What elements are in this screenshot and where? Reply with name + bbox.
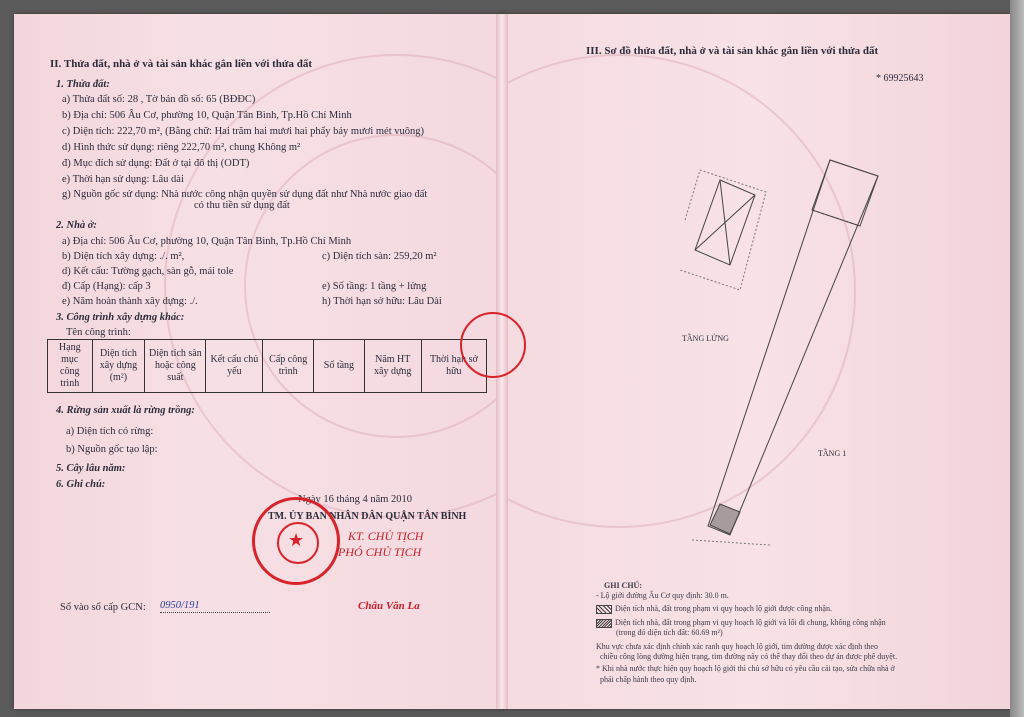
house-heading: 2. Nhà ở:: [56, 220, 97, 231]
house-build-area: b) Diện tích xây dựng: ./. m²,: [62, 251, 185, 262]
forest-heading: 4. Rừng sản xuất là rừng trồng:: [56, 405, 195, 416]
cross-hatch-swatch: [596, 619, 612, 628]
table-header: Diện tích xây dựng (m²): [92, 340, 145, 393]
legend-item: Diện tích nhà, đất trong phạm vi quy hoạch lộ giới được công nhận.: [596, 604, 832, 614]
floor-label-mezzanine: TẦNG LỬNG: [682, 334, 729, 343]
land-origin-cont: có thu tiền sử dụng đất: [194, 200, 290, 211]
signer-title-2: PHÓ CHỦ TỊCH: [338, 545, 422, 559]
legend-item: Diện tích nhà, đất trong phạm vi quy hoạch lộ giới và lối đi chung, không công nhận: [596, 618, 886, 628]
legend-item: Khu vực chưa xác định chính xác ranh quy hoạch lộ giới, tim đường được xác định theo: [596, 642, 878, 651]
other-construction-heading: 3. Công trình xây dựng khác:: [56, 312, 185, 323]
house-structure: d) Kết cấu: Tường gạch, sàn gỗ, mái tole: [62, 266, 234, 277]
table-header: Hạng mục công trình: [48, 340, 93, 393]
site-plan-diagram: [670, 140, 910, 560]
book-number-label: Sổ vào sổ cấp GCN:: [60, 602, 146, 613]
legend-item: (trong đó diện tích đất: 60.69 m²): [616, 628, 723, 637]
land-use-term: e) Thời hạn sử dụng: Lâu dài: [62, 174, 184, 185]
construction-name-label: Tên công trình:: [66, 327, 131, 338]
construction-table: [47, 339, 487, 393]
signer-name: Châu Văn La: [358, 600, 420, 612]
house-address: a) Địa chỉ: 506 Âu Cơ, phường 10, Quận Tân Bình, Tp.Hồ Chí Minh: [62, 236, 352, 247]
land-plot-number: a) Thửa đất số: 28 , Tờ bản đồ số: 65 (BĐĐC): [62, 94, 256, 105]
house-floor-area: c) Diện tích sàn: 259,20 m²: [322, 251, 437, 262]
house-completion-year: e) Năm hoàn thành xây dựng: ./.: [62, 296, 198, 307]
legend-title: GHI CHÚ:: [604, 581, 642, 590]
table-header: Thời hạn sở hữu: [421, 340, 486, 393]
land-use-form: d) Hình thức sử dụng: riêng 222,70 m², chung Không m²: [62, 142, 301, 153]
background-edge-right: [1010, 0, 1024, 717]
house-grade: đ) Cấp (Hạng): cấp 3: [62, 281, 151, 292]
section-3-title: III. Sơ đồ thửa đất, nhà ở và tài sản khác gắn liền với thửa đất: [586, 45, 879, 57]
notes-heading: 6. Ghi chú:: [56, 479, 106, 490]
table-header: Cấp công trình: [263, 340, 314, 393]
official-red-seal: ★: [252, 497, 340, 585]
issue-date: Ngày 16 tháng 4 năm 2010: [298, 494, 413, 505]
legend-item: - Lộ giới đường Âu Cơ quy định: 30.0 m.: [596, 591, 729, 600]
forest-origin: b) Nguồn gốc tạo lập:: [66, 444, 158, 455]
table-header: Năm HT xây dựng: [364, 340, 421, 393]
house-floors: e) Số tầng: 1 tầng + lửng: [322, 281, 427, 292]
legend-item: phải chấp hành theo quy định.: [600, 675, 697, 684]
table-header: Diện tích sàn hoặc công suất: [145, 340, 206, 393]
floor-label-ground: TẦNG 1: [818, 449, 847, 458]
land-heading: 1. Thửa đất:: [56, 79, 110, 90]
land-origin: g) Nguồn gốc sử dụng: Nhà nước công nhận quyền sử dụng đất như Nhà nước giao đất: [62, 189, 428, 200]
forest-area: a) Diện tích có rừng:: [66, 426, 154, 437]
book-number-value: 0950/191: [160, 600, 270, 613]
serial-number: * 69925643: [876, 73, 924, 84]
land-area: c) Diện tích: 222,70 m², (Bằng chữ: Hai trăm hai mươi hai phẩy bảy mươi mét vuông): [62, 126, 424, 137]
land-use-purpose: đ) Mục đích sử dụng: Đất ở tại đô thị (ODT): [62, 158, 250, 169]
table-header: Kết cấu chủ yếu: [206, 340, 263, 393]
issuing-committee: TM. ỦY BAN NHÂN DÂN QUẬN TÂN BÌNH: [268, 511, 467, 522]
section-2-title: II. Thửa đất, nhà ở và tài sản khác gắn liền với thửa đất: [50, 58, 313, 70]
legend-item: chiều công lòng đường hiện trạng, tim đường này có thể thay đổi theo dự án được phê duyệt.: [600, 652, 898, 661]
overlap-seal: [460, 312, 526, 378]
house-ownership-term: h) Thời hạn sở hữu: Lâu Dài: [322, 296, 442, 307]
perennial-heading: 5. Cây lâu năm:: [56, 463, 126, 474]
legend-item: * Khi nhà nước thực hiện quy hoạch lộ giới thì chủ sở hữu có yêu cầu cải tạo, sửa chữa nhà ở: [596, 664, 895, 673]
signer-title-1: KT. CHỦ TỊCH: [348, 529, 424, 543]
table-header: Số tầng: [314, 340, 365, 393]
hatch-swatch: [596, 605, 612, 614]
land-address: b) Địa chỉ: 506 Âu Cơ, phường 10, Quận Tân Bình, Tp.Hồ Chí Minh: [62, 110, 352, 121]
